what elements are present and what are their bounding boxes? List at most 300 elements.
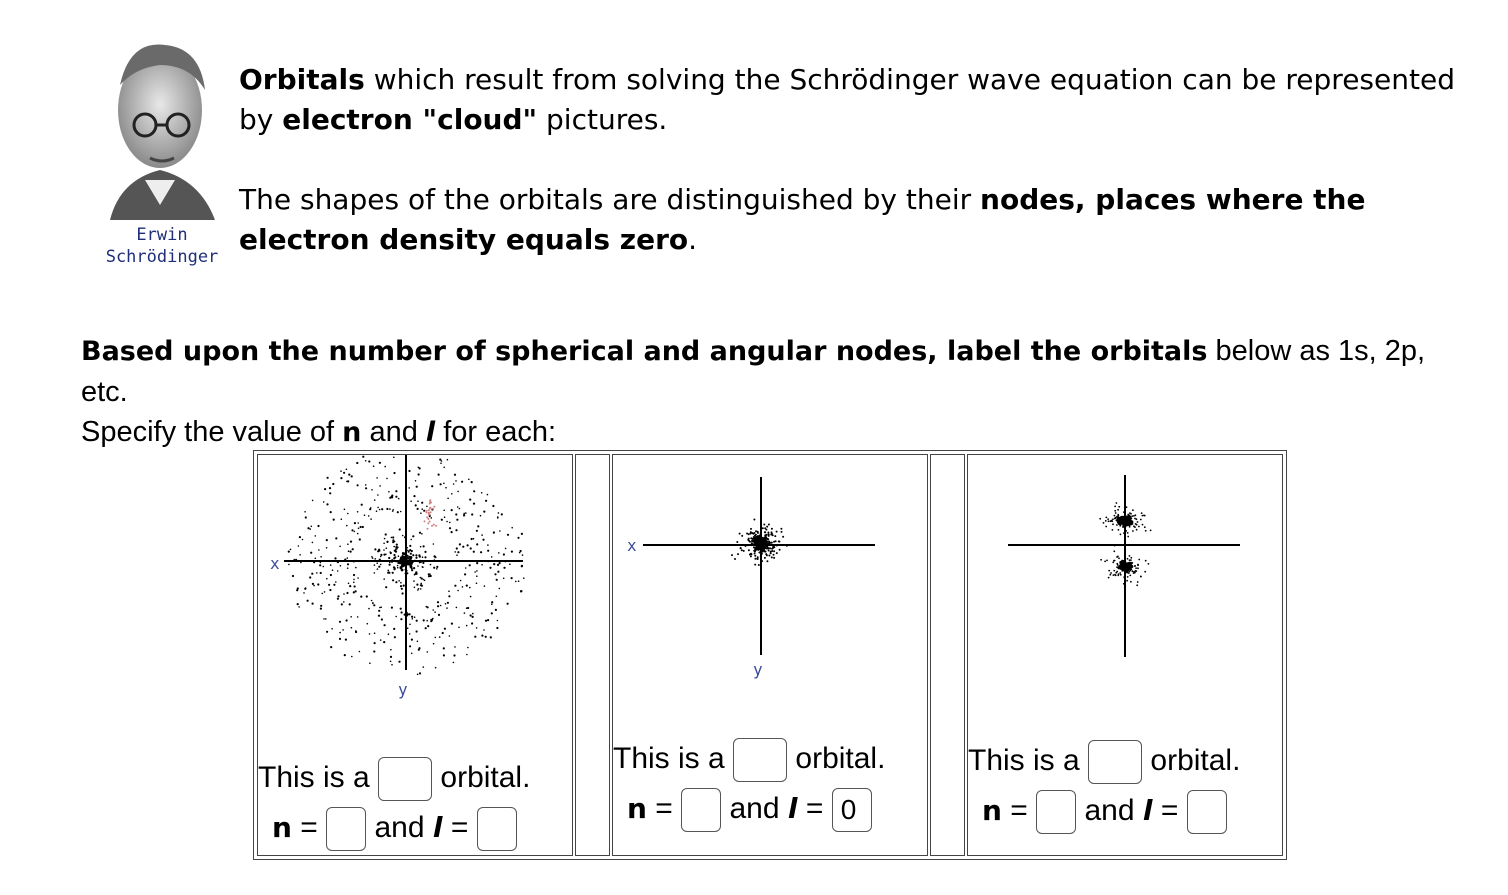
cloud-dot [429, 516, 431, 518]
cloud-dot [1117, 566, 1120, 569]
cloud-dot [469, 564, 471, 566]
cloud-dot [388, 633, 390, 635]
cloud-dot [346, 525, 348, 527]
l-label: l [787, 791, 798, 825]
cloud-dot [444, 628, 446, 630]
cloud-dot [335, 581, 337, 583]
cloud-dot [320, 605, 322, 607]
cloud-dot [1112, 523, 1114, 525]
cloud-dot [415, 504, 417, 506]
cloud-dot [353, 574, 355, 576]
cloud-dot [454, 646, 456, 648]
cloud-dot [424, 556, 426, 558]
cloud-dot [466, 607, 468, 609]
cloud-dot [1110, 572, 1112, 574]
orbital-text: orbital. [795, 741, 886, 775]
cloud-dot [515, 581, 517, 583]
cloud-dot [454, 474, 456, 476]
cloud-dot [1122, 526, 1124, 528]
task-and: and [361, 416, 426, 448]
cloud-dot [403, 561, 406, 564]
cloud-dot [431, 525, 433, 527]
cloud-dot [307, 600, 309, 602]
cloud-dot [418, 588, 420, 590]
cloud-dot [344, 559, 346, 561]
cloud-dot [389, 508, 391, 510]
orbital-cell-2 [612, 454, 928, 856]
cloud-dot [498, 552, 500, 554]
cloud-dot [427, 528, 429, 530]
cloud-dot [773, 546, 775, 548]
cloud-dot [298, 606, 300, 608]
cloud-dot [457, 506, 459, 508]
cloud-dot [757, 539, 760, 542]
cloud-dot [481, 534, 483, 536]
cloud-dot [451, 531, 453, 533]
cloud-dot [329, 492, 331, 494]
cloud-dot [481, 492, 483, 494]
cloud-dot [379, 462, 381, 464]
cloud-dot [339, 632, 341, 634]
cloud-dot [1142, 524, 1144, 526]
cloud-dot [472, 616, 474, 618]
cloud-dot [1117, 509, 1119, 511]
cloud-dot [1124, 578, 1126, 580]
cloud-dot [288, 551, 290, 553]
cloud-dot [390, 649, 392, 651]
cloud-dot [465, 567, 467, 569]
cloud-dot [431, 485, 433, 487]
cloud-dot [459, 543, 461, 545]
cloud-dot [383, 543, 385, 545]
orbital-cell-1 [257, 454, 573, 856]
cloud-dot [1135, 567, 1137, 569]
cloud-dot [734, 558, 736, 560]
cloud-dot [483, 511, 485, 513]
cloud-dot [457, 491, 459, 493]
cloud-dot [352, 548, 354, 550]
cloud-dot [434, 559, 436, 561]
cloud-dot [425, 627, 427, 629]
cloud-dot [391, 562, 393, 564]
cloud-dot [497, 571, 499, 573]
cloud-dot [507, 534, 509, 536]
cloud-dot [476, 627, 478, 629]
cloud-dot [405, 553, 407, 555]
cloud-dot [313, 561, 315, 563]
cloud-dot [1113, 574, 1115, 576]
cloud-dot [357, 616, 359, 618]
cloud-dot [402, 535, 404, 537]
cloud-dot [447, 602, 449, 604]
cloud-dot [449, 522, 451, 524]
cloud-dot [443, 647, 445, 649]
cloud-dot [367, 623, 369, 625]
cloud-dot [1130, 513, 1132, 515]
cloud-dot [408, 551, 410, 553]
cloud-dot [1137, 521, 1139, 523]
cloud-dot [466, 625, 468, 627]
cloud-dot [776, 531, 778, 533]
cloud-dot [472, 613, 474, 615]
cloud-dot [362, 456, 364, 458]
cloud-dot [379, 509, 381, 511]
cloud-dot [403, 552, 406, 555]
cloud-dot [473, 551, 475, 553]
cloud-dot [419, 672, 421, 674]
cloud-dot [1132, 530, 1134, 532]
equals-sign: = [655, 791, 673, 825]
cloud-dot [393, 472, 395, 474]
cloud-dot [757, 531, 759, 533]
cloud-dot [428, 573, 430, 575]
cloud-dot [442, 632, 444, 634]
cloud-dot [468, 479, 470, 481]
cloud-dot [1130, 559, 1132, 561]
cloud-dot [447, 459, 449, 461]
cloud-dot [456, 547, 458, 549]
intro-text [239, 60, 1479, 260]
orbital-2-l-input[interactable]: 0 [832, 788, 872, 832]
cloud-dot [1100, 559, 1102, 561]
cloud-dot [355, 590, 357, 592]
cloud-dot [465, 512, 467, 514]
cloud-dot [297, 603, 299, 605]
cloud-dot [422, 556, 424, 558]
cloud-dot [386, 541, 388, 543]
cloud-dot [392, 509, 394, 511]
cloud-dot [369, 508, 371, 510]
cloud-dot [1114, 510, 1116, 512]
orbital-1-type-input[interactable] [378, 757, 432, 801]
cloud-dot [408, 470, 410, 472]
cloud-dot [374, 499, 376, 501]
cloud-dot [340, 477, 342, 479]
cloud-dot [491, 601, 493, 603]
cloud-dot [312, 500, 314, 502]
cloud-dot [466, 585, 468, 587]
cloud-dot [754, 553, 756, 555]
cloud-dot [413, 580, 415, 582]
cloud-dot [1123, 511, 1125, 513]
cloud-dot [369, 662, 371, 664]
cloud-dot [754, 564, 756, 566]
orbital-2-type-input[interactable] [733, 738, 787, 782]
cloud-dot [749, 541, 751, 543]
cloud-dot [316, 572, 318, 574]
cloud-dot [1115, 512, 1117, 514]
cloud-dot [395, 490, 397, 492]
cloud-dot [412, 535, 414, 537]
cloud-dot [522, 554, 524, 556]
this-is-a-text: This is a [258, 760, 370, 794]
cloud-dot [497, 620, 499, 622]
cloud-dot [395, 616, 397, 618]
cloud-dot [394, 636, 396, 638]
cloud-dot [374, 642, 376, 644]
cloud-dot [430, 511, 432, 513]
cloud-dot [476, 575, 478, 577]
cloud-dot [748, 549, 750, 551]
cloud-dot [491, 603, 493, 605]
cloud-dot [448, 595, 450, 597]
cloud-dot [1118, 521, 1121, 524]
cloud-dot [476, 570, 478, 572]
cloud-dot [300, 562, 302, 564]
cloud-dot [383, 641, 385, 643]
cloud-dot [342, 629, 344, 631]
cloud-dot [1120, 516, 1123, 519]
cloud-dot [731, 554, 733, 556]
cloud-dot [464, 612, 466, 614]
cloud-dot [453, 662, 455, 664]
cloud-dot [754, 555, 756, 557]
cloud-dot [775, 540, 777, 542]
cloud-dot [484, 585, 486, 587]
cloud-dot [381, 508, 383, 510]
cloud-dot [487, 494, 489, 496]
cloud-dot [405, 570, 407, 572]
and-text: and [374, 810, 425, 844]
cloud-dot [1136, 584, 1138, 586]
cloud-dot [324, 488, 326, 490]
cloud-dot [455, 529, 457, 531]
cloud-dot [371, 489, 373, 491]
cloud-dot [463, 513, 465, 515]
cloud-dot [349, 585, 351, 587]
cloud-dot [1145, 530, 1147, 532]
cloud-dot [364, 514, 366, 516]
cloud-dot [353, 582, 355, 584]
orbital-1-n-input[interactable] [326, 807, 366, 851]
task-instructions [81, 331, 1441, 453]
cloud-dot [1103, 522, 1105, 524]
cloud-dot [426, 516, 428, 518]
cloud-dot [405, 573, 407, 575]
cloud-dot [433, 524, 435, 526]
cloud-dot [356, 462, 358, 464]
cloud-dot [419, 560, 421, 562]
cloud-dot [461, 481, 463, 483]
cloud-dot [384, 624, 386, 626]
cloud-dot [346, 592, 348, 594]
cloud-dot [1113, 550, 1115, 552]
cloud-dot [445, 487, 447, 489]
cloud-dot [487, 619, 489, 621]
cloud-dot [1107, 518, 1109, 520]
cloud-dot [318, 549, 320, 551]
cloud-dot [374, 564, 376, 566]
orbital-cloud-1-image [258, 455, 572, 755]
orbital-1-label-line [258, 757, 530, 801]
cloud-dot [511, 551, 513, 553]
cloud-dot [745, 545, 747, 547]
cloud-dot [436, 568, 438, 570]
cloud-dot [436, 566, 438, 568]
cloud-dot [487, 560, 489, 562]
cloud-dot [328, 584, 330, 586]
orbital-3-l-input[interactable] [1187, 790, 1227, 834]
task-bold: Based upon the number of spherical and angular nodes, label the orbitals [81, 336, 1208, 367]
cloud-dot [441, 460, 443, 462]
cloud-dot [418, 649, 420, 651]
cloud-dot [423, 545, 425, 547]
cloud-dot [470, 614, 472, 616]
cloud-dot [380, 606, 382, 608]
cloud-dot [1117, 515, 1119, 517]
cloud-dot [1105, 526, 1107, 528]
cloud-dot [379, 485, 381, 487]
cloud-dot [499, 562, 501, 564]
cloud-dot [351, 475, 353, 477]
intro-bold-nodes: nodes, places where the electron density equals zero [239, 183, 1366, 256]
cloud-dot [1118, 506, 1120, 508]
cloud-dot [400, 608, 402, 610]
cloud-dot [432, 508, 434, 510]
cloud-dot [1118, 557, 1120, 559]
cloud-dot [379, 559, 381, 561]
cloud-dot [376, 477, 378, 479]
cloud-dot [406, 547, 408, 549]
cloud-dot [357, 522, 359, 524]
cloud-dot [326, 539, 328, 541]
cloud-dot [448, 590, 450, 592]
cloud-dot [762, 539, 765, 542]
cloud-dot [422, 566, 424, 568]
cloud-dot [1141, 512, 1143, 514]
orbital-3-type-input[interactable] [1088, 740, 1142, 784]
cloud-dot [419, 532, 421, 534]
cloud-dot [758, 543, 761, 546]
cloud-dot [333, 519, 335, 521]
cloud-dot [417, 674, 419, 676]
task-l: l [425, 417, 436, 448]
cloud-dot [433, 643, 435, 645]
orbital-2-quantum-line [627, 788, 872, 832]
cloud-dot [412, 618, 414, 620]
cloud-dot [435, 525, 437, 527]
intro-paragraph-1 [239, 60, 1479, 140]
cloud-dot [295, 559, 297, 561]
x-axis-label: x [627, 536, 637, 555]
cloud-dot [409, 633, 411, 635]
cloud-dot [419, 556, 421, 558]
cloud-dot [347, 567, 349, 569]
cloud-dot [377, 494, 379, 496]
cloud-dot [1116, 502, 1118, 504]
cloud-dot [388, 491, 390, 493]
cloud-dot [1126, 580, 1128, 582]
cloud-dot [411, 616, 413, 618]
x-axis-label: x [270, 554, 280, 573]
cloud-dot [423, 619, 425, 621]
cloud-dot [1127, 536, 1129, 538]
cloud-dot [763, 524, 765, 526]
cloud-dot [312, 542, 314, 544]
cloud-dot [393, 568, 395, 570]
cloud-dot [400, 511, 402, 513]
cloud-dot [493, 531, 495, 533]
cloud-dot [755, 547, 758, 550]
cloud-dot [496, 579, 498, 581]
cloud-dot [491, 612, 493, 614]
cloud-dot [395, 560, 397, 562]
cloud-dot [341, 603, 343, 605]
cloud-dot [374, 572, 376, 574]
cloud-dot [427, 518, 429, 520]
cloud-dot [391, 664, 393, 666]
cloud-dot [351, 529, 353, 531]
cloud-dot [392, 572, 394, 574]
cloud-dot [1130, 581, 1132, 583]
cloud-dot [440, 462, 442, 464]
cloud-dot [392, 536, 394, 538]
cloud-dot [299, 536, 301, 538]
cloud-dot [393, 457, 395, 459]
cloud-dot [302, 539, 304, 541]
cloud-dot [400, 582, 402, 584]
cloud-dot [748, 538, 750, 540]
cloud-dot [428, 509, 430, 511]
cloud-dot [771, 556, 773, 558]
orbital-1-l-input[interactable] [477, 807, 517, 851]
cloud-dot [365, 487, 367, 489]
cloud-dot [315, 535, 317, 537]
cloud-dot [482, 539, 484, 541]
cloud-dot [1131, 562, 1133, 564]
cloud-dot [1132, 570, 1134, 572]
cloud-dot [498, 512, 500, 514]
cloud-dot [751, 542, 753, 544]
orbital-3-n-input[interactable] [1036, 790, 1076, 834]
cloud-dot [383, 549, 385, 551]
cloud-dot [741, 535, 743, 537]
orbital-2-n-input[interactable] [681, 788, 721, 832]
cloud-dot [451, 623, 453, 625]
cloud-dot [405, 557, 408, 560]
cloud-dot [433, 567, 435, 569]
cloud-dot [736, 541, 738, 543]
cloud-dot [494, 573, 496, 575]
cloud-dot [299, 554, 301, 556]
cloud-dot [348, 550, 350, 552]
cloud-dot [511, 577, 513, 579]
cloud-dot [393, 566, 395, 568]
cloud-dot [764, 557, 766, 559]
cloud-dot [476, 582, 478, 584]
cloud-dot [393, 557, 395, 559]
cloud-dot [1124, 572, 1126, 574]
cloud-dot [1123, 583, 1125, 585]
intro-paragraph-2 [239, 180, 1479, 260]
cloud-dot [386, 508, 388, 510]
cloud-dot [360, 526, 362, 528]
cloud-dot [427, 606, 429, 608]
cloud-dot [384, 538, 386, 540]
cloud-dot [354, 585, 356, 587]
cloud-dot [1137, 581, 1139, 583]
cloud-dot [410, 553, 412, 555]
cloud-dot [312, 603, 314, 605]
cloud-dot [1117, 564, 1119, 566]
cloud-dot [469, 499, 471, 501]
cloud-dot [417, 641, 419, 643]
cloud-dot [499, 530, 501, 532]
cloud-dot [455, 480, 457, 482]
cloud-dot [764, 527, 766, 529]
cloud-dot [414, 560, 416, 562]
cloud-dot [360, 596, 362, 598]
